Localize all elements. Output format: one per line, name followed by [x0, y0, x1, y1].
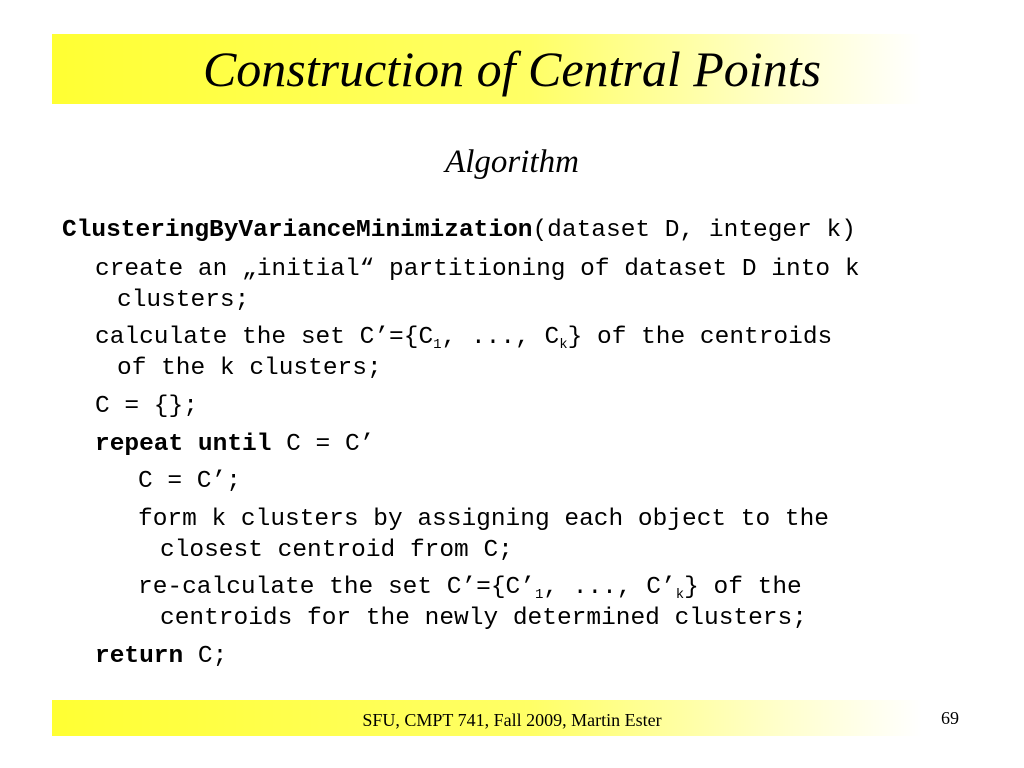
- subscript: 1: [534, 587, 544, 603]
- loop-form-clusters-cont: closest centroid from C;: [160, 537, 513, 564]
- text-segment: re-calculate the set C’={C’: [138, 574, 535, 601]
- loop-form-clusters: form k clusters by assigning each object to the: [138, 506, 830, 533]
- text-segment: calculate the set C’={C: [95, 324, 434, 351]
- page-number: 69: [941, 708, 959, 728]
- repeat-keyword: repeat until: [95, 431, 272, 458]
- text-segment: , ..., C’: [543, 574, 676, 601]
- repeat-condition: C = C’: [271, 431, 375, 458]
- loop-recalculate: [138, 573, 802, 603]
- algorithm-signature: [62, 216, 856, 246]
- step-init-c: C = {};: [95, 393, 198, 420]
- loop-recalculate-cont: centroids for the newly determined clusters;: [160, 605, 807, 632]
- algorithm-name: ClusteringByVarianceMinimization: [62, 217, 533, 244]
- subscript: k: [675, 587, 685, 603]
- text-segment: } of the: [684, 574, 802, 601]
- return-keyword: return: [95, 643, 184, 670]
- slide-subtitle: Algorithm: [445, 144, 579, 180]
- slide-title: Construction of Central Points: [202, 41, 822, 97]
- repeat-until-line: [95, 430, 374, 460]
- loop-assign-c: C = C’;: [138, 468, 241, 495]
- step-calculate-centroids: [95, 323, 832, 353]
- subscript: 1: [433, 337, 442, 353]
- text-segment: , ..., C: [441, 324, 560, 351]
- step-calculate-centroids-cont: of the k clusters;: [117, 355, 382, 382]
- return-line: [95, 642, 227, 672]
- algorithm-params: (dataset D, integer k): [532, 217, 856, 244]
- footer-text: SFU, CMPT 741, Fall 2009, Martin Ester: [362, 710, 662, 730]
- subscript: k: [559, 337, 568, 353]
- step-initial-partitioning-cont: clusters;: [117, 287, 250, 314]
- return-value: C;: [183, 643, 228, 670]
- step-initial-partitioning: create an „initial“ partitioning of dataset D into k: [95, 256, 860, 283]
- text-segment: } of the centroids: [567, 324, 833, 351]
